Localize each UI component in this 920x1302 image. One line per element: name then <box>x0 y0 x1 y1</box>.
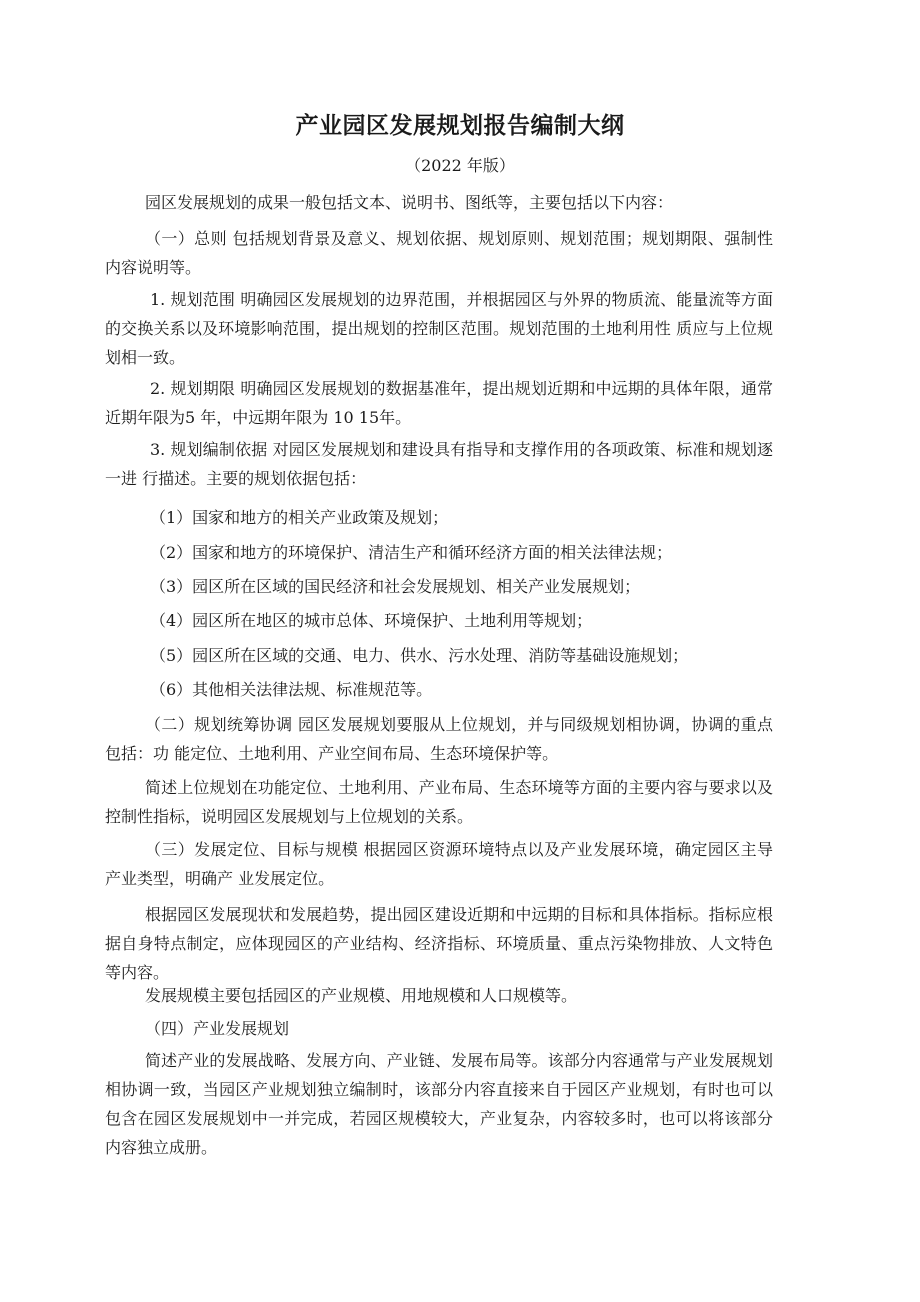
basis-list-item: （2）国家和地方的环境保护、清洁生产和循环经济方面的相关法律法规； <box>150 543 673 562</box>
basis-list-item: （4）园区所在地区的城市总体、环境保护、土地利用等规划； <box>150 611 593 630</box>
basis-list-item: （3）园区所在区域的国民经济和社会发展规划、相关产业发展规划； <box>150 577 641 596</box>
item-planning-basis: 3. 规划编制依据 对园区发展规划和建设具有指导和支撑作用的各项政策、标准和规划逐一进 行描述。主要的规划依据包括： <box>105 440 773 488</box>
basis-list-item: （5）园区所在区域的交通、电力、供水、污水处理、消防等基础设施规划； <box>150 646 689 665</box>
basis-list-item: （1）国家和地方的相关产业政策及规划； <box>150 508 449 527</box>
document-edition: （2022 年版） <box>405 156 515 175</box>
section-coordination: （二）规划统筹协调 园区发展规划要服从上位规划，并与同级规划相协调，协调的重点包括：功 能定位、土地利用、产业空间布局、生态环境保护等。 <box>105 715 773 763</box>
document-title: 产业园区发展规划报告编制大纲 <box>295 113 625 139</box>
intro-paragraph: 园区发展规划的成果一般包括文本、说明书、图纸等，主要包括以下内容： <box>145 193 674 212</box>
item-planning-scope: 1. 规划范围 明确园区发展规划的边界范围，并根据园区与外界的物质流、能量流等方面 的交换关系以及环境影响范围，提出规划的控制区范围。规划范围的土地利用性 质应与上位规划相一致。 <box>105 290 773 367</box>
section-positioning: （三）发展定位、目标与规模 根据园区资源环境特点以及产业发展环境，确定园区主导产业类型，明确产 业发展定位。 <box>105 840 773 888</box>
section-industry-planning: （四）产业发展规划 <box>145 1019 290 1038</box>
scale-paragraph: 发展规模主要包括园区的产业规模、用地规模和人口规模等。 <box>145 986 578 1005</box>
coordination-summary: 简述上位规划在功能定位、土地利用、产业布局、生态环境等方面的主要内容与要求以及控制性指标，说明园区发展规划与上位规划的关系。 <box>105 778 773 826</box>
section-general: （一）总则 包括规划背景及意义、规划依据、规划原则、规划范围；规划期限、强制性 内容说明等。 <box>105 229 773 277</box>
industry-planning-paragraph: 简述产业的发展战略、发展方向、产业链、发展布局等。该部分内容通常与产业发展规划相协调一致，当园区产业规划独立编制时，该部分内容直接来自于园区产业规划，有时也可以包含在园区发展规划中一并完成，若园区规模较大，产业复杂，内容较多时，也可以将该部分内容独立成册。 <box>105 1051 773 1157</box>
item-planning-period: 2. 规划期限 明确园区发展规划的数据基准年，提出规划近期和中远期的具体年限，通常 近期年限为5 年，中远期年限为 10 15年。 <box>105 379 773 427</box>
targets-paragraph: 根据园区发展现状和发展趋势，提出园区建设近期和中远期的目标和具体指标。指标应根据自身特点制定，应体现园区的产业结构、经济指标、环境质量、重点污染物排放、人文特色等内容。 <box>105 905 773 982</box>
basis-list-item: （6）其他相关法律法规、标准规范等。 <box>150 680 433 699</box>
